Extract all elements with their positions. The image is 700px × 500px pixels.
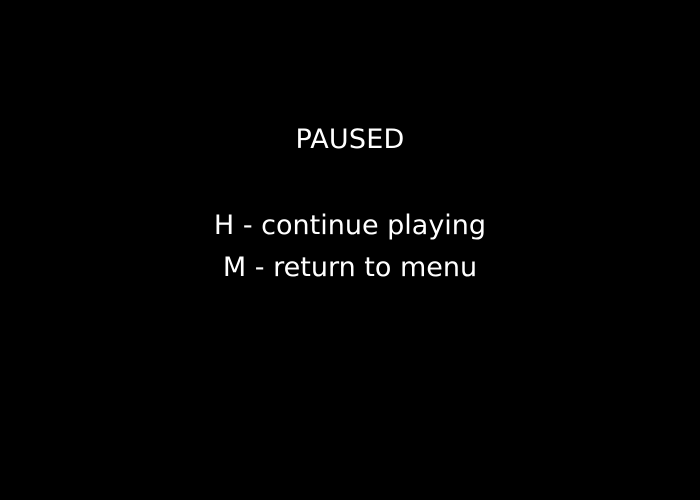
continue-separator: - [234, 210, 262, 241]
pause-title: PAUSED [295, 124, 405, 155]
continue-action: continue playing [261, 210, 487, 241]
continue-key: H [213, 210, 235, 241]
return-menu-separator: - [246, 252, 274, 283]
return-menu-action: return to menu [273, 252, 478, 283]
continue-option[interactable] [0, 205, 700, 247]
return-menu-option[interactable] [0, 247, 700, 289]
return-menu-key: M [222, 252, 247, 283]
pause-menu [0, 205, 700, 289]
